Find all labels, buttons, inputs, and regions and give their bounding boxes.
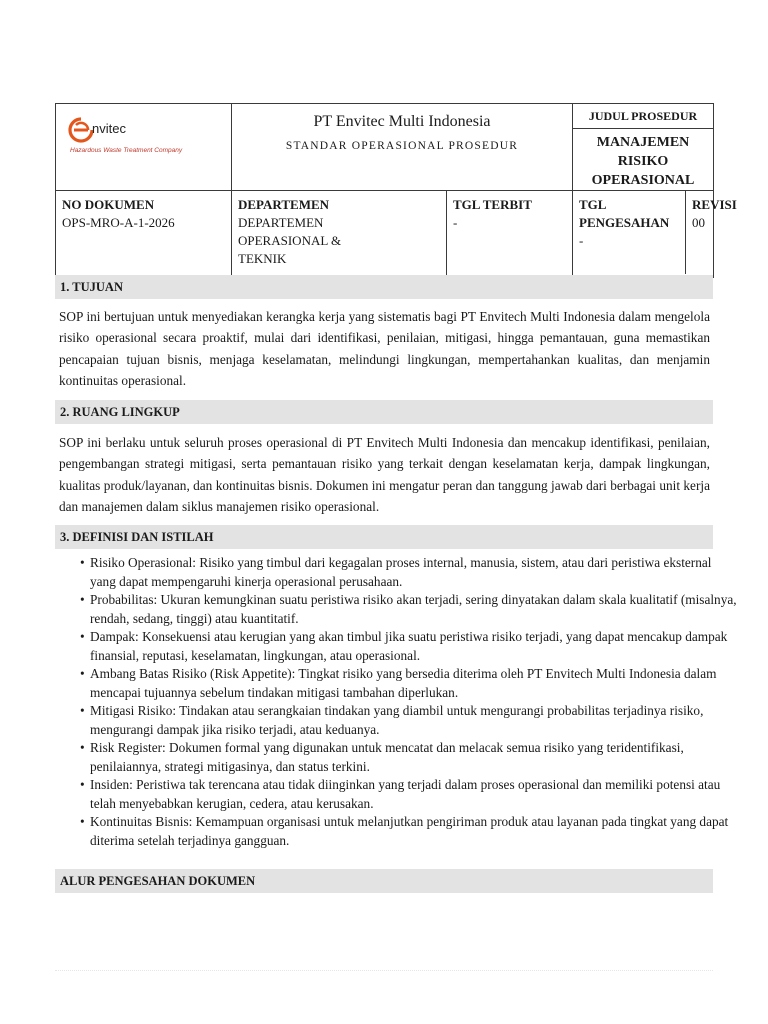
envitec-logo-icon (68, 117, 94, 143)
section-title-definisi: 3. DEFINISI DAN ISTILAH (55, 525, 713, 549)
section-body-ruang-lingkup: SOP ini berlaku untuk seluruh proses operasional di PT Envitech Multi Indonesia dan mencakup identifikasi, penilaian, pengembangan strategi mitigasi, serta pemantauan risiko yang terkait dengan keselamatan kerja, dampak lingkungan, kualitas produk/layanan, dan kontinuitas bisnis. Dokumen ini mengatur peran dan tanggung jawab dari berbagai unit kerja dan manajemen dalam siklus manajemen risiko operasional. (59, 435, 710, 514)
meta-value: DEPARTEMEN OPERASIONAL & TEKNIK (238, 215, 342, 266)
section-title-ruang-lingkup: 2. RUANG LINGKUP (55, 400, 713, 424)
definition-item: • Probabilitas: Ukuran kemungkinan suatu peristiwa risiko akan terjadi, sering dinyatakan dalam skala kualitatif (misalnya, rendah, sedang, tinggi) atau kuantitatif. (90, 591, 740, 628)
company-logo (68, 116, 218, 162)
judul-prosedur-label: JUDUL PROSEDUR (573, 104, 713, 129)
logo-tagline: Hazardous Waste Treatment Company (70, 147, 183, 154)
meta-label: TGL PENGESAHAN (579, 197, 670, 230)
company-name: PT Envitec Multi Indonesia (313, 113, 491, 130)
meta-tgl-pengesahan (573, 191, 685, 264)
definition-item: • Kontinuitas Bisnis: Kemampuan organisasi untuk melanjutkan pengiriman produk atau layanan pada tingkat yang dapat diterima setelah terjadinya gangguan. (90, 813, 740, 850)
document-header-table (55, 103, 737, 278)
meta-value: - (579, 233, 584, 248)
section-title-alur-pengesahan: ALUR PENGESAHAN DOKUMEN (55, 869, 713, 893)
definition-item: • Risk Register: Dokumen formal yang digunakan untuk mencatat dan melacak semua risiko yang teridentifikasi, penilaiannya, strategi mitigasinya, dan status terkini. (90, 739, 740, 776)
meta-value: - (453, 215, 458, 230)
meta-value: OPS-MRO-A-1-2026 (62, 215, 175, 230)
meta-label: REVISI (692, 197, 737, 212)
logo-wordmark: nvitec (92, 121, 126, 136)
definition-item: • Mitigasi Risiko: Tindakan atau serangkaian tindakan yang diambil untuk mengurangi probabilitas terjadinya risiko, mengurangi dampak jika risiko terjadi, atau keduanya. (90, 702, 740, 739)
judul-prosedur-value: MANAJEMEN RISIKO OPERASIONAL (591, 135, 695, 188)
definition-item: • Insiden: Peristiwa tak terencana atau tidak diinginkan yang terjadi dalam proses operasional dan memiliki potensi atau telah menyebabkan kerugian, cedera, atau kerusakan. (90, 776, 740, 813)
section-body-tujuan: SOP ini bertujuan untuk menyediakan kerangka kerja yang sistematis bagi PT Envitech Multi Indonesia dalam mengelola risiko operasional secara proaktif, mulai dari identifikasi, penilaian, mitigasi, hingga pemantauan, guna memastikan pencapaian tujuan bisnis, menjaga keselamatan, melindungi lingkungan, mempertahankan kualitas, dan menjamin kontinuitas operasional. (59, 309, 710, 388)
meta-departemen (232, 191, 447, 278)
definition-list (63, 554, 740, 850)
meta-revisi (685, 191, 743, 274)
meta-no-dokumen (56, 191, 232, 278)
meta-label: NO DOKUMEN (62, 197, 155, 212)
meta-value: 00 (692, 215, 706, 230)
logo-cell (56, 104, 232, 191)
definition-item: • Ambang Batas Risiko (Risk Appetite): Tingkat risiko yang bersedia diterima oleh PT Envitech Multi Indonesia dalam mencapai tujuannya sebelum tindakan mitigasi tambahan diperlukan. (90, 665, 740, 702)
section-title-tujuan: 1. TUJUAN (55, 275, 713, 299)
meta-tgl-terbit (447, 191, 573, 278)
document-type: STANDAR OPERASIONAL PROSEDUR (285, 140, 519, 152)
meta-label: TGL TERBIT (453, 197, 532, 212)
meta-label: DEPARTEMEN (238, 197, 330, 212)
company-cell (232, 104, 573, 191)
definition-item: • Risiko Operasional: Risiko yang timbul dari kegagalan proses internal, manusia, sistem, atau dari peristiwa eksternal yang dapat mempengaruhi kinerja operasional perusahaan. (90, 554, 740, 591)
meta-pengesahan-revisi (573, 191, 737, 278)
page-divider (55, 970, 713, 971)
definition-item: • Dampak: Konsekuensi atau kerugian yang akan timbul jika suatu peristiwa risiko terjadi, yang dapat mencakup dampak finansial, reputasi, keselamatan, lingkungan, atau operasional. (90, 628, 740, 665)
judul-cell (573, 104, 714, 191)
